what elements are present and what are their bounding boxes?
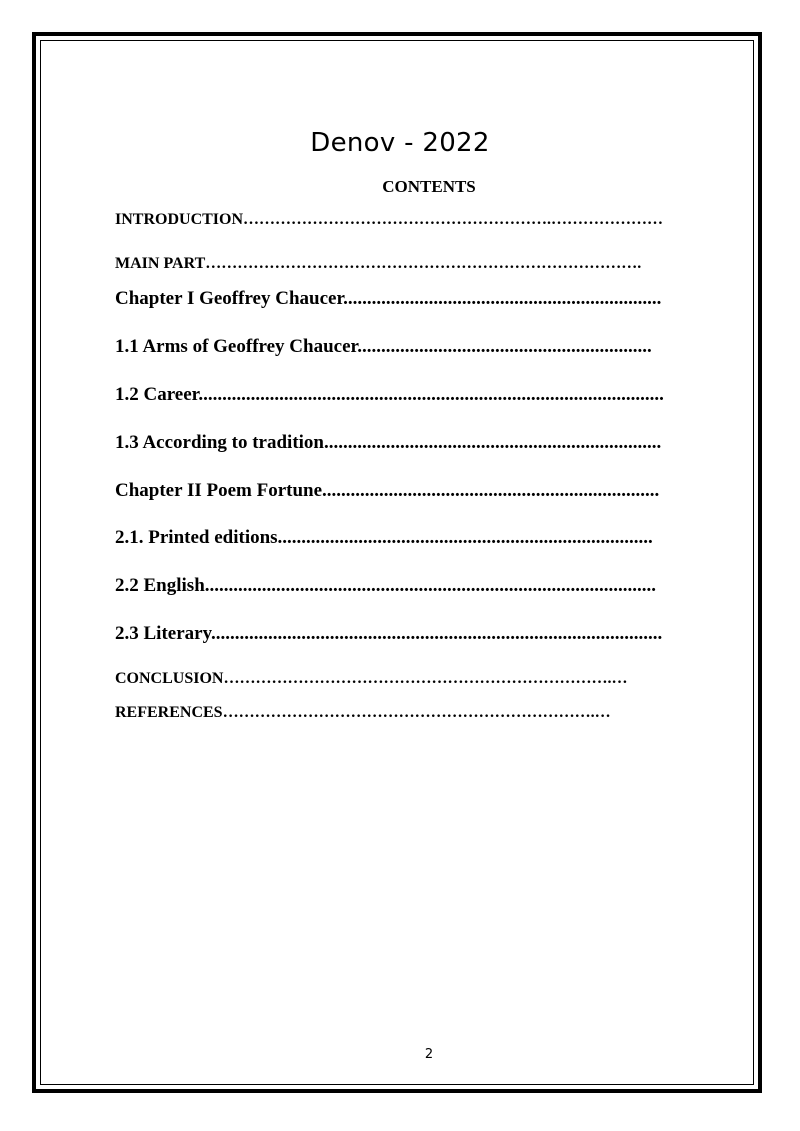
toc-entry-2-3: 2.3 Literary...............................................................................................	[115, 623, 663, 644]
toc-entry-chapter-1: Chapter I Geoffrey Chaucer...................................................................	[115, 288, 662, 309]
toc-entry-1-2: 1.2 Career..................................................................................................	[115, 384, 664, 405]
toc-entry-main-part: MAIN PART……………………………………………………………………….	[115, 255, 642, 272]
contents-heading: CONTENTS	[382, 177, 476, 196]
toc-entry-2-2: 2.2 English...............................................................................................	[115, 575, 657, 596]
document-header-title: Denov - 2022	[310, 128, 490, 158]
toc-entry-conclusion: CONCLUSION……………………………………………………………….…	[115, 670, 628, 687]
toc-entry-1-3: 1.3 According to tradition.......................................................................	[115, 432, 662, 453]
page-number: 2	[424, 1047, 434, 1062]
toc-entry-chapter-2: Chapter II Poem Fortune.......................................................................	[115, 480, 660, 501]
toc-entry-1-1: 1.1 Arms of Geoffrey Chaucer..............................................................	[115, 336, 652, 357]
toc-entry-2-1: 2.1. Printed editions...............................................................................	[115, 527, 653, 548]
toc-entry-introduction: INTRODUCTION………………………………………………….…………………	[115, 211, 664, 228]
toc-entry-references: REFERENCES…………………………………………………………….…	[115, 704, 611, 721]
